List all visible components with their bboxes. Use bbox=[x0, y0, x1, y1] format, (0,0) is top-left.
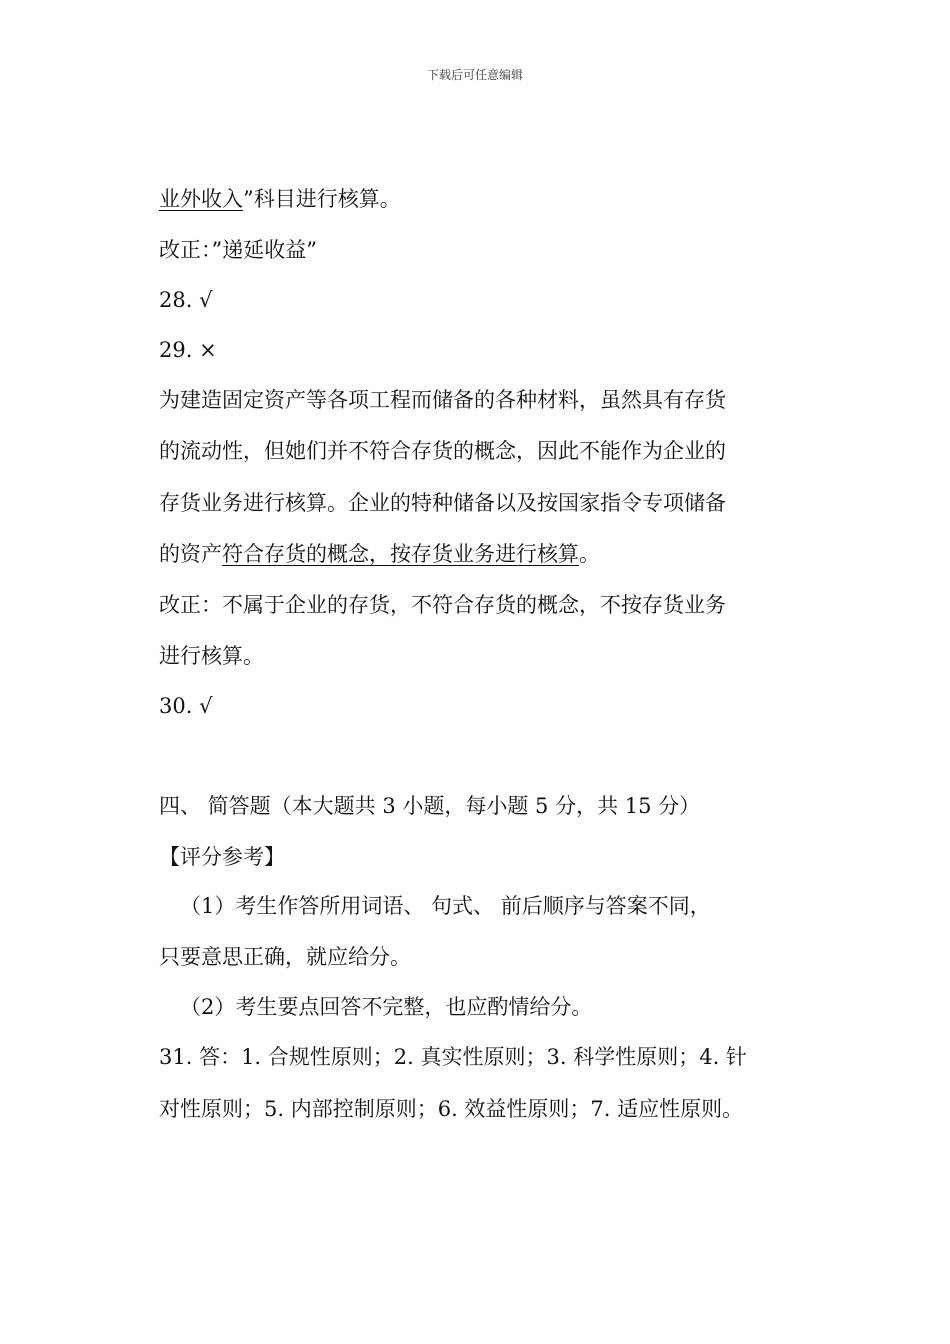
scoring-rule-2: （2）考生要点回答不完整，也应酌情给分。 bbox=[180, 995, 593, 1019]
answer-31: 31. 答：1. 合规性原则；2. 真实性原则；3. 科学性原则；4. 针 bbox=[159, 1045, 747, 1069]
answer-31-cont: 对性原则；5. 内部控制原则；6. 效益性原则；7. 适应性原则。 bbox=[159, 1097, 744, 1121]
explanation-line: 为建造固定资产等各项工程而储备的各种材料，虽然具有存货 bbox=[159, 388, 726, 412]
correction-line: 改正：”递延收益” bbox=[159, 238, 317, 262]
underlined-text: 业外收入 bbox=[159, 187, 243, 211]
explanation-line: 存货业务进行核算。企业的特种储备以及按国家指令专项储备 bbox=[159, 491, 726, 515]
underlined-text: 符合存货的概念，按存货业务进行核算 bbox=[222, 542, 579, 566]
explanation-line: 的流动性，但她们并不符合存货的概念，因此不能作为企业的 bbox=[159, 439, 726, 463]
correction-line: 改正：不属于企业的存货，不符合存货的概念，不按存货业务 bbox=[159, 593, 726, 617]
section-heading: 四、 简答题（本大题共 3 小题，每小题 5 分，共 15 分） bbox=[159, 794, 701, 818]
answer-30: 30. √ bbox=[159, 694, 213, 718]
text-segment: 。 bbox=[579, 542, 600, 566]
answer-29: 29. × bbox=[159, 338, 217, 362]
scoring-rule-1: （1）考生作答所用词语、 句式、 前后顺序与答案不同， bbox=[180, 894, 711, 918]
text-segment: ”科目进行核算。 bbox=[243, 187, 401, 211]
scoring-reference-title: 【评分参考】 bbox=[159, 845, 285, 869]
page-header: 下载后可任意编辑 bbox=[426, 68, 523, 82]
text-segment: 的资产 bbox=[159, 542, 222, 566]
text-line bbox=[159, 186, 401, 212]
scoring-rule-1-cont: 只要意思正确，就应给分。 bbox=[159, 945, 411, 969]
answer-28: 28. √ bbox=[159, 288, 213, 312]
explanation-line bbox=[159, 541, 600, 567]
correction-line: 进行核算。 bbox=[159, 644, 264, 668]
